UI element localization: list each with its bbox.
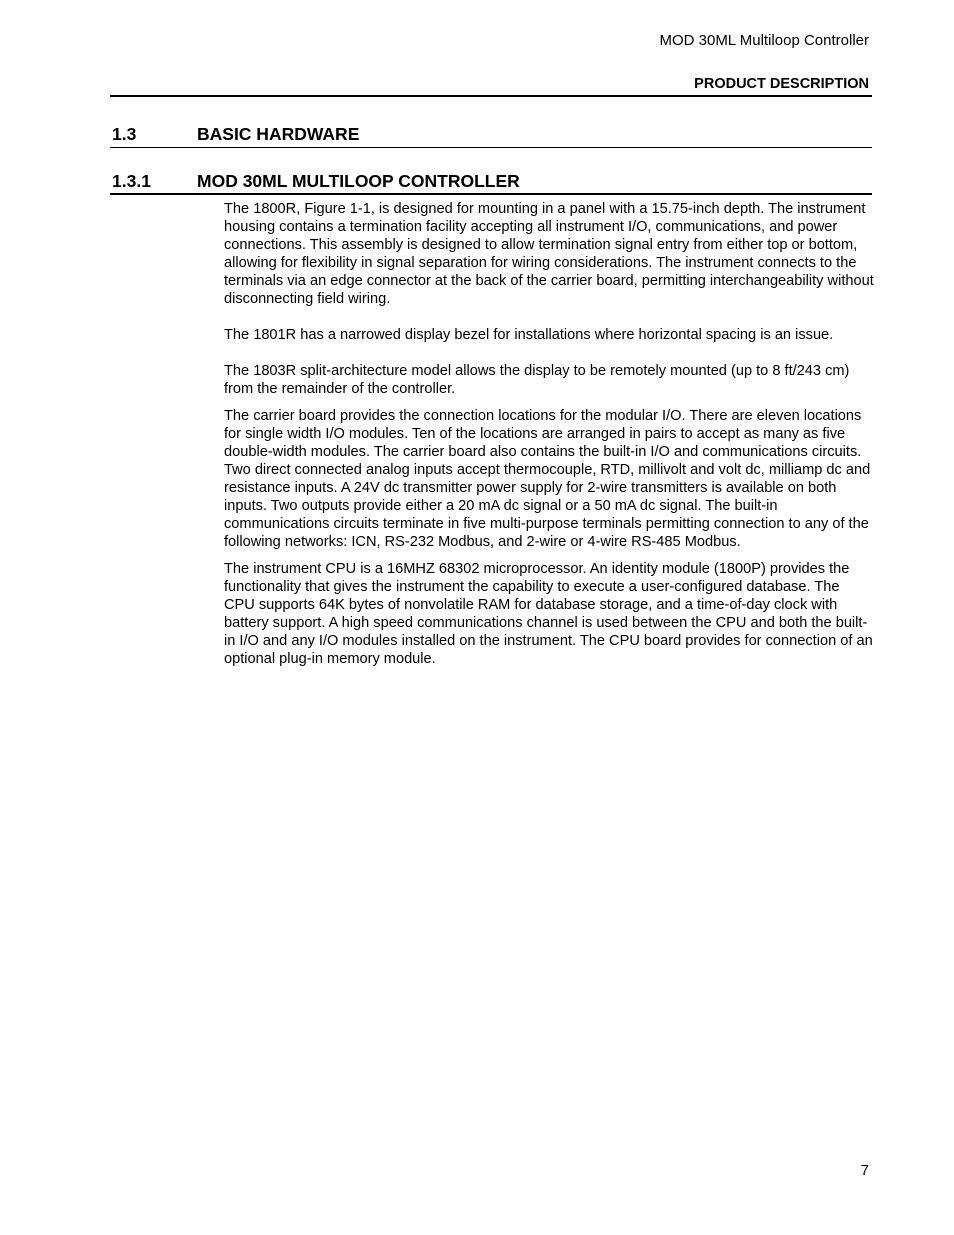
section-title: PRODUCT DESCRIPTION [694,76,869,92]
paragraph: The 1800R, Figure 1-1, is designed for mounting in a panel with a 15.75-inch depth. The instrument housing contains a termination facility accepting all instrument I/O, communications, and power connections. This assembly is designed to allow termination signal entry from either top or bottom, allowing for flexibility in signal separation for wiring considerations. The instrument connects to the terminals via an edge connector at the back of the carrier board, permitting interchangeability without disconnecting field wiring. [224,201,874,307]
heading-rule [110,147,872,148]
heading-basic-hardware [112,124,359,145]
heading-number: 1.3 [112,124,137,144]
header-rule [110,95,872,97]
document-title: MOD 30ML Multiloop Controller [659,32,869,49]
heading-number: 1.3.1 [112,171,151,191]
paragraph: The instrument CPU is a 16MHZ 68302 microprocessor. An identity module (1800P) provides the functionality that gives the instrument the capability to execute a user-configured database. The CPU supports 64K bytes of nonvolatile RAM for database storage, and a time-of-day clock with battery support. A high speed communications channel is used between the CPU and both the built-in I/O and any I/O modules installed on the instrument. The CPU board provides for connection of an optional plug-in memory module. [224,561,873,667]
paragraph: The 1801R has a narrowed display bezel for installations where horizontal spacing is an issue. [224,327,834,343]
paragraph: The 1803R split-architecture model allows the display to be remotely mounted (up to 8 ft/243 cm) from the remainder of the controller. [224,363,850,397]
body-content [224,200,874,668]
heading-text: BASIC HARDWARE [197,124,360,144]
paragraph: The carrier board provides the connection locations for the modular I/O. There are eleven locations for single width I/O modules. Ten of the locations are arranged in pairs to accept as many as five double-width modules. The carrier board also contains the built-in I/O and communications circuits. Two direct connected analog inputs accept thermocouple, RTD, millivolt and volt dc, milliamp dc and resistance inputs. A 24V dc transmitter power supply for 2-wire transmitters is available on both inputs. Two outputs provide either a 20 mA dc signal or a 50 mA dc signal. The built-in communications circuits terminate in five multi-purpose terminals permitting connection to any of the following networks: ICN, RS-232 Modbus, and 2-wire or 4-wire RS-485 Modbus. [224,408,871,550]
heading-text: MOD 30ML MULTILOOP CONTROLLER [197,171,520,191]
page-number: 7 [860,1162,869,1179]
heading-rule [110,193,872,195]
heading-multiloop-controller [112,171,520,192]
